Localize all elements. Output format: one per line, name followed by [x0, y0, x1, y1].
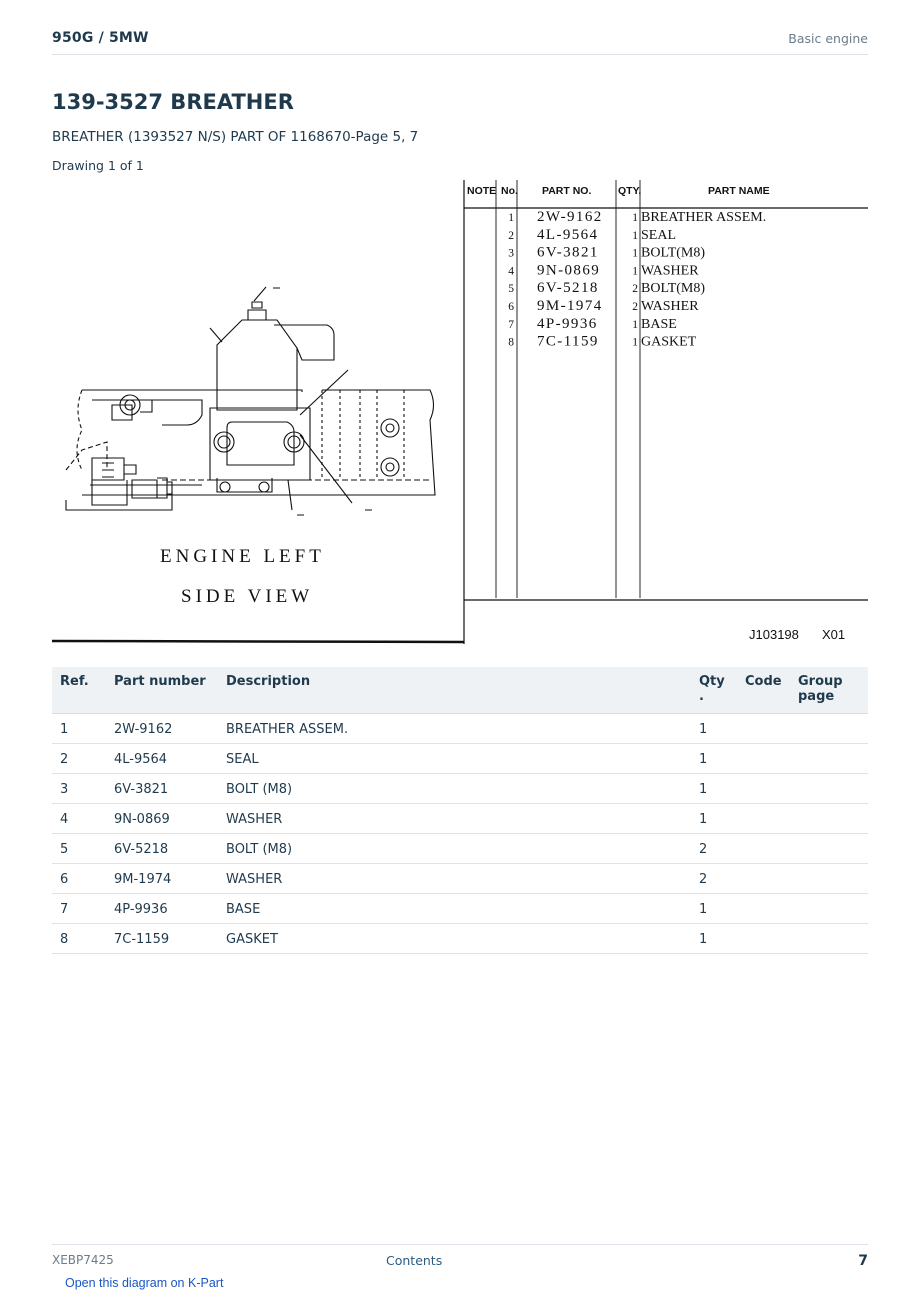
cell-qty: 1 — [691, 924, 737, 954]
legend-row-part-no: 7C-1159 — [537, 333, 599, 350]
legend-row-name: SEAL — [641, 227, 676, 243]
cell-ref: 2 — [52, 744, 106, 774]
legend-row-part-no: 2W-9162 — [537, 209, 603, 225]
cell-qty: 1 — [691, 894, 737, 924]
cell-group-page — [790, 924, 868, 954]
cell-code — [737, 774, 790, 804]
legend-row-part-no: 9N-0869 — [537, 262, 601, 279]
cell-ref: 6 — [52, 864, 106, 894]
page-header — [52, 28, 868, 55]
view-caption-line2: SIDE VIEW — [181, 586, 314, 607]
cell-group-page — [790, 894, 868, 924]
legend-row-qty: 1 — [632, 229, 638, 242]
legend-row-name: BOLT(M8) — [641, 245, 706, 261]
legend-row-qty: 2 — [632, 283, 638, 296]
legend-header-part-no: PART NO. — [542, 185, 592, 197]
cell-qty: 2 — [691, 864, 737, 894]
legend-row-part-no: 9M-1974 — [537, 298, 603, 314]
col-qty-line2: . — [699, 689, 704, 704]
cell-qty: 1 — [691, 774, 737, 804]
cell-description: BOLT (M8) — [218, 834, 691, 864]
cell-group-page — [790, 804, 868, 834]
col-qty — [691, 667, 737, 714]
legend-row-part-no: 6V-3821 — [537, 244, 599, 261]
legend-row-name: BREATHER ASSEM. — [641, 210, 767, 225]
cell-part-number: 4L-9564 — [106, 744, 218, 774]
cell-code — [737, 834, 790, 864]
legend-row-qty: 1 — [632, 318, 638, 331]
document-id: XEBP7425 — [52, 1253, 114, 1267]
drawing-number: J103198 — [749, 627, 799, 642]
cell-group-page — [790, 714, 868, 744]
breather-illustration — [66, 287, 435, 515]
parts-diagram[interactable] — [52, 180, 868, 646]
legend-row-no: 1 — [508, 212, 514, 224]
parts-table — [52, 667, 868, 954]
table-row — [52, 744, 868, 774]
col-qty-line1: Qty — [699, 674, 725, 689]
table-row — [52, 714, 868, 744]
cell-part-number: 6V-3821 — [106, 774, 218, 804]
cell-qty: 1 — [691, 714, 737, 744]
cell-description: BASE — [218, 894, 691, 924]
legend-row-no: 4 — [508, 265, 514, 278]
cell-code — [737, 924, 790, 954]
col-group-line1: Group — [798, 674, 843, 689]
cell-ref: 4 — [52, 804, 106, 834]
legend-header-qty: QTY. — [618, 185, 642, 197]
cell-description: WASHER — [218, 804, 691, 834]
cell-qty: 2 — [691, 834, 737, 864]
legend-row-no: 8 — [508, 336, 514, 349]
cell-description: BOLT (M8) — [218, 774, 691, 804]
cell-part-number: 9M-1974 — [106, 864, 218, 894]
cell-code — [737, 744, 790, 774]
legend-row-no: 7 — [508, 318, 514, 331]
cell-group-page — [790, 834, 868, 864]
view-caption-line1: ENGINE LEFT — [160, 546, 325, 567]
table-row — [52, 924, 868, 954]
legend-row-no: 3 — [508, 247, 514, 260]
section-name: Basic engine — [788, 31, 868, 46]
cell-code — [737, 894, 790, 924]
cell-ref: 7 — [52, 894, 106, 924]
table-row — [52, 894, 868, 924]
legend-row-part-no: 4L-9564 — [537, 226, 599, 243]
cell-ref: 3 — [52, 774, 106, 804]
legend-row-part-no: 6V-5218 — [537, 280, 599, 297]
parts-legend — [464, 180, 868, 644]
table-row — [52, 834, 868, 864]
col-group-line2: page — [798, 689, 835, 704]
legend-row-name: GASKET — [641, 334, 697, 350]
page-number: 7 — [858, 1253, 868, 1269]
cell-part-number: 9N-0869 — [106, 804, 218, 834]
contents-link[interactable]: Contents — [386, 1253, 443, 1268]
legend-row-name: BOLT(M8) — [641, 281, 706, 297]
legend-header-part-name: PART NAME — [708, 185, 770, 197]
legend-row-name: WASHER — [641, 299, 699, 314]
cell-group-page — [790, 864, 868, 894]
table-header-row — [52, 667, 868, 714]
cell-description: GASKET — [218, 924, 691, 954]
col-group-page — [790, 667, 868, 714]
cell-description: SEAL — [218, 744, 691, 774]
legend-row-qty: 1 — [632, 265, 638, 278]
cell-description: BREATHER ASSEM. — [218, 714, 691, 744]
cell-ref: 5 — [52, 834, 106, 864]
cell-qty: 1 — [691, 804, 737, 834]
legend-header-note: NOTE — [467, 185, 497, 197]
cell-part-number: 6V-5218 — [106, 834, 218, 864]
col-code: Code — [737, 667, 790, 714]
legend-row-qty: 1 — [632, 336, 638, 349]
legend-row-qty: 2 — [632, 301, 638, 313]
legend-row-no: 2 — [508, 229, 514, 242]
table-row — [52, 804, 868, 834]
legend-row-qty: 1 — [632, 212, 638, 224]
cell-ref: 8 — [52, 924, 106, 954]
drawing-count: Drawing 1 of 1 — [52, 158, 144, 173]
col-ref: Ref. — [52, 667, 106, 714]
cell-description: WASHER — [218, 864, 691, 894]
cell-ref: 1 — [52, 714, 106, 744]
drawing-revision: X01 — [822, 627, 846, 642]
cell-code — [737, 714, 790, 744]
cell-group-page — [790, 774, 868, 804]
cell-part-number: 2W-9162 — [106, 714, 218, 744]
table-row — [52, 864, 868, 894]
legend-row-no: 5 — [508, 283, 514, 296]
cell-part-number: 7C-1159 — [106, 924, 218, 954]
page-title: 139-3527 BREATHER — [52, 90, 294, 114]
legend-header-no: No. — [501, 185, 518, 197]
machine-model: 950G / 5MW — [52, 30, 149, 46]
legend-row-part-no: 4P-9936 — [537, 315, 598, 332]
page-subtitle: BREATHER (1393527 N/S) PART OF 1168670-Page 5, 7 — [52, 129, 419, 145]
cell-code — [737, 864, 790, 894]
legend-row-name: BASE — [641, 316, 677, 332]
cell-group-page — [790, 744, 868, 774]
cell-code — [737, 804, 790, 834]
legend-row-no: 6 — [508, 301, 514, 313]
kpart-link[interactable]: Open this diagram on K-Part — [65, 1276, 224, 1290]
table-row — [52, 774, 868, 804]
col-description: Description — [218, 667, 691, 714]
legend-row-qty: 1 — [632, 247, 638, 260]
cell-part-number: 4P-9936 — [106, 894, 218, 924]
col-part-number: Part number — [106, 667, 218, 714]
legend-row-name: WASHER — [641, 263, 699, 279]
cell-qty: 1 — [691, 744, 737, 774]
